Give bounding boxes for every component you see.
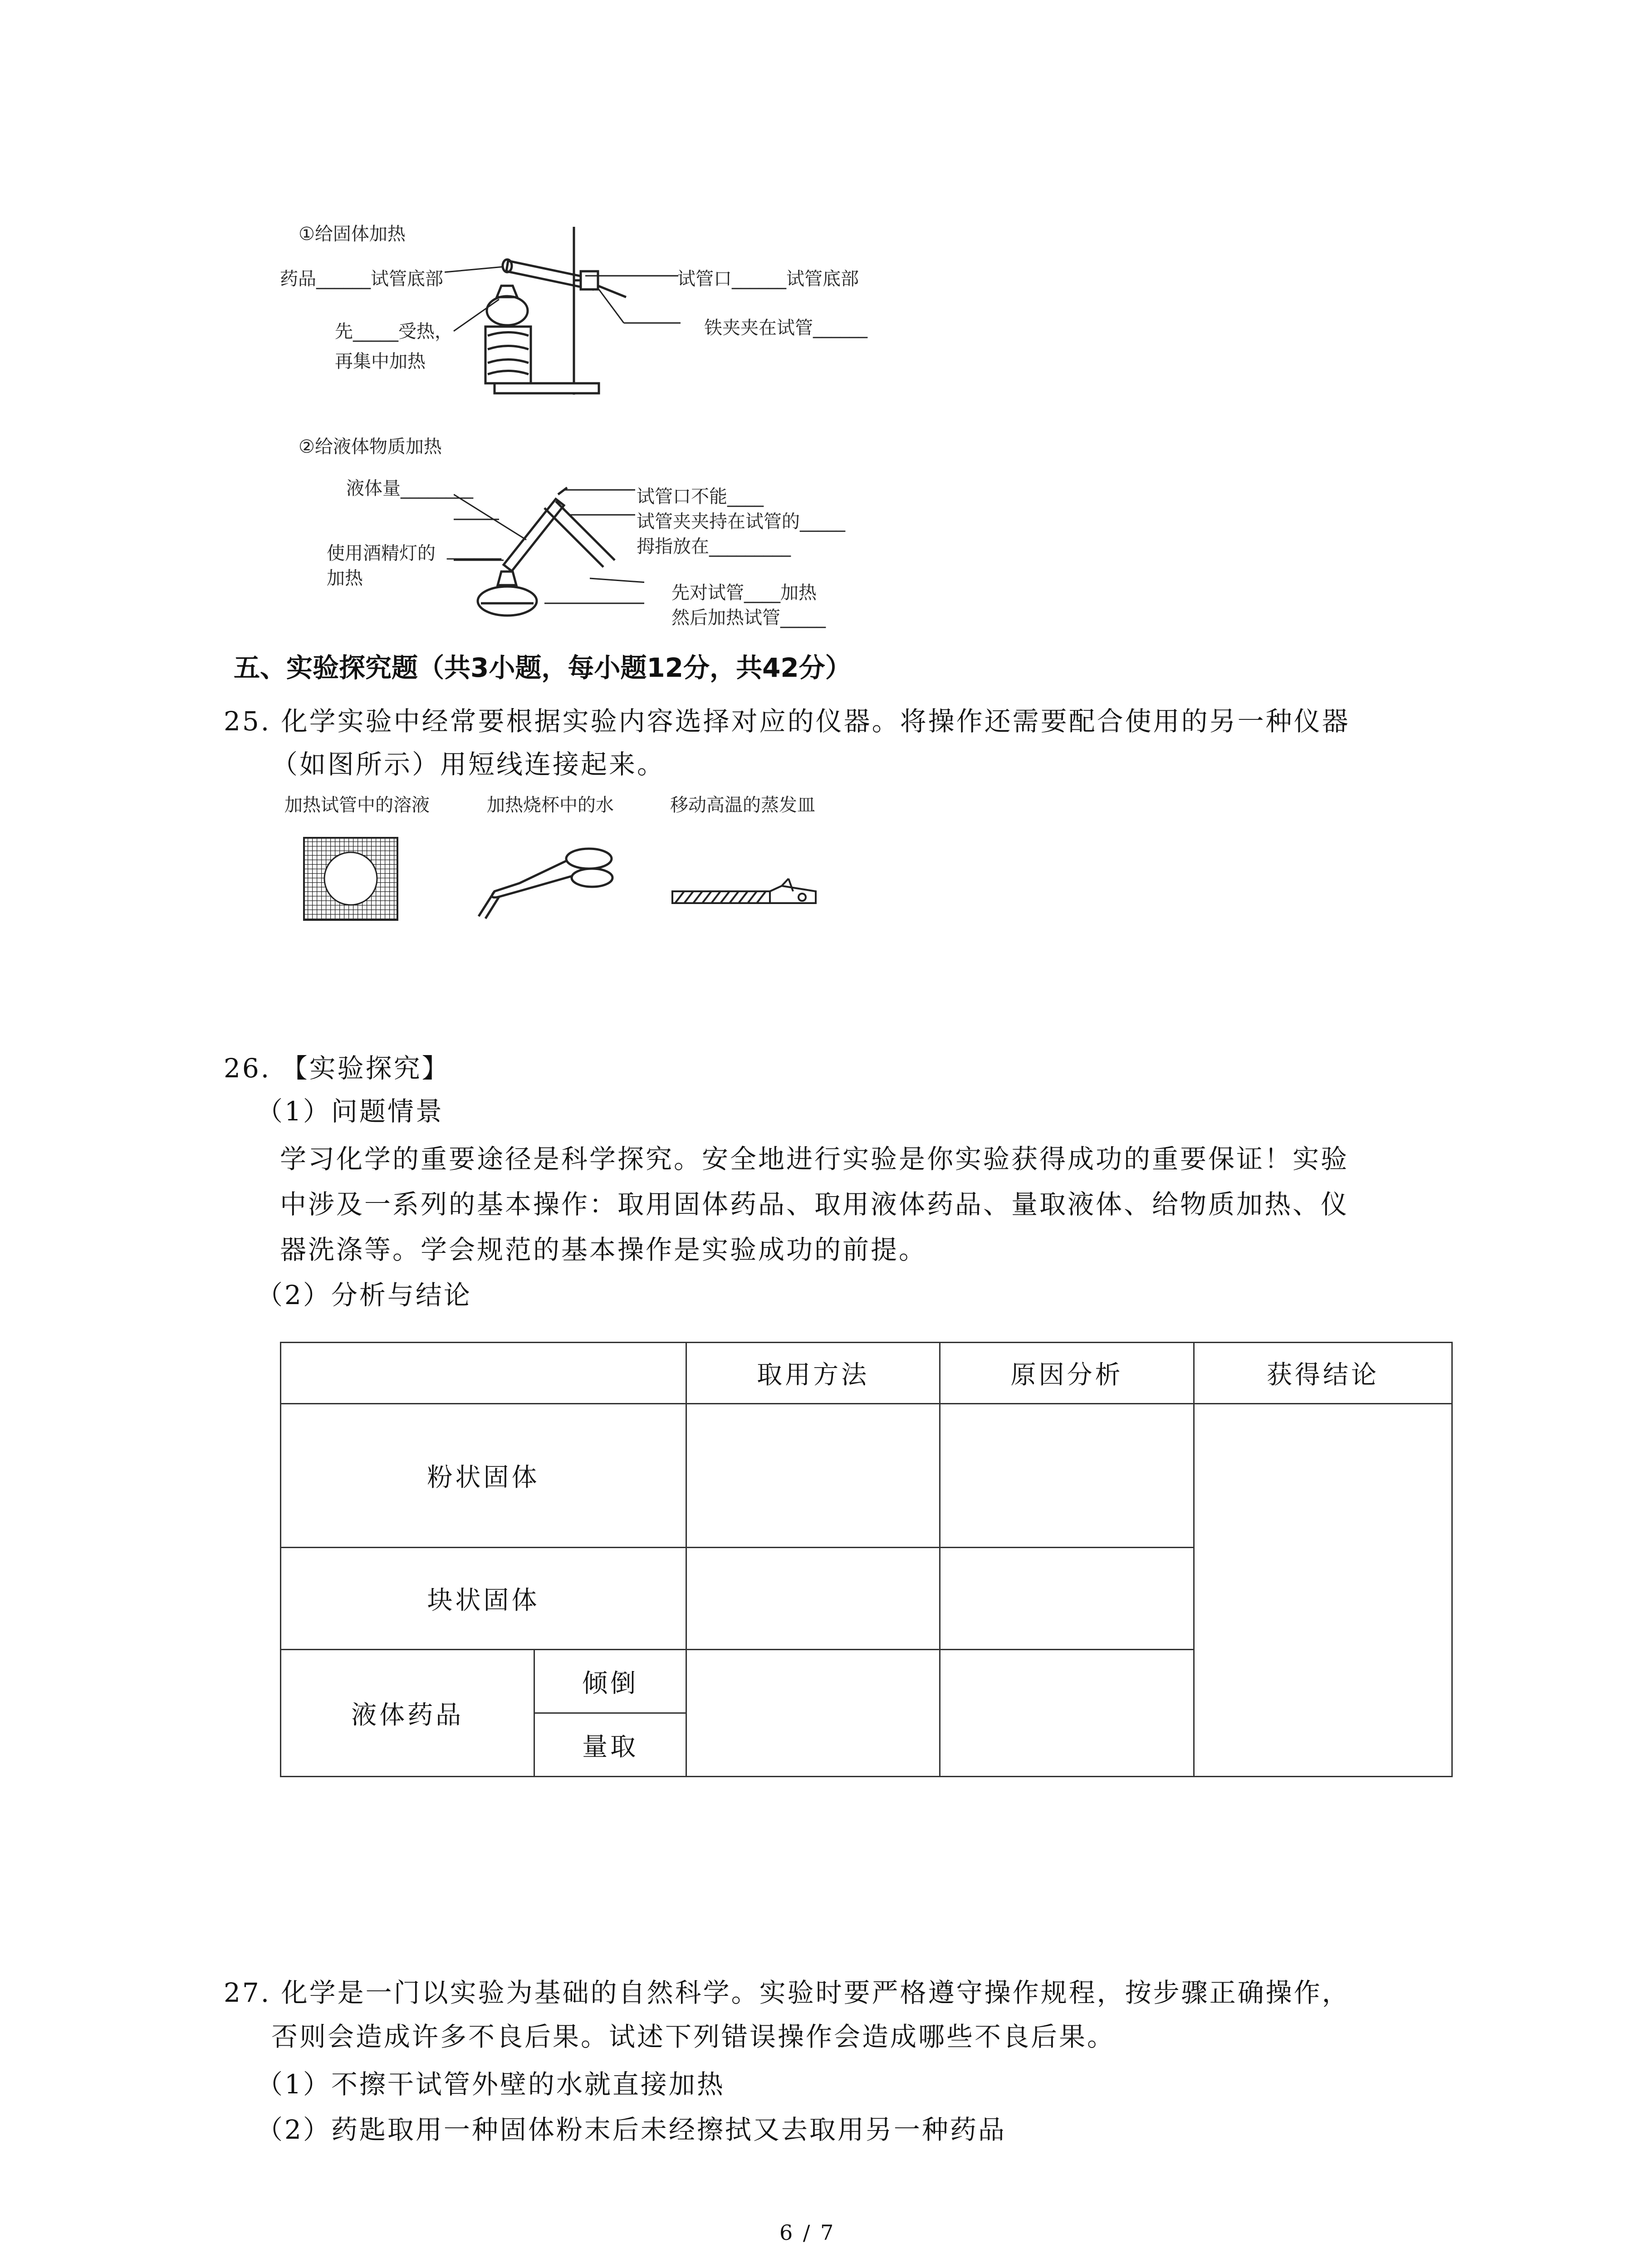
- q25-line2: （如图所示）用短线连接起来。: [271, 749, 666, 780]
- figure2-label-left-mid2: 加热: [327, 568, 363, 589]
- row-label-liquid: 液体药品: [281, 1650, 534, 1777]
- q26-sub1: （1）问题情景: [256, 1096, 444, 1127]
- figure2-label-right-5: 然后加热试管_____: [671, 607, 826, 628]
- cell-powder-method[interactable]: [686, 1404, 940, 1548]
- q26-title: 26. 【实验探究】: [224, 1053, 450, 1084]
- table-header-blank: [281, 1343, 686, 1404]
- cell-liquid-reason[interactable]: [940, 1650, 1194, 1777]
- heating-liquid-apparatus: [454, 481, 644, 617]
- q26-para1: 学习化学的重要途径是科学探究。安全地进行实验是你实验获得成功的重要保证！实验: [280, 1144, 1349, 1174]
- figure2-label-left-mid1b: ______: [447, 539, 501, 560]
- table-header-method: 取用方法: [686, 1343, 940, 1404]
- row-label-block: 块状固体: [281, 1548, 686, 1650]
- figure2-label-right-2: 试管夹夹持在试管的_____: [637, 511, 845, 532]
- cell-liquid-method[interactable]: [686, 1650, 940, 1777]
- section-title: 五、实验探究题（共3小题，每小题12分，共42分）: [234, 652, 852, 683]
- figure1-label-left-mid2: 再集中加热: [335, 351, 426, 372]
- q25-line1: 25. 化学实验中经常要根据实验内容选择对应的仪器。将操作还需要配合使用的另一种仪器: [224, 706, 1350, 737]
- table-header-conclusion: 获得结论: [1194, 1343, 1452, 1404]
- q25-label-3: 移动高温的蒸发皿: [670, 795, 815, 816]
- figure1-label-right-top: 试管口______试管底部: [677, 269, 859, 289]
- figure2-label-right-4: 先对试管____加热: [671, 582, 817, 603]
- analysis-table: [280, 1342, 1453, 1777]
- figure2-label-left-mid1: 使用酒精灯的: [327, 543, 436, 564]
- row-label-measure: 量取: [534, 1713, 686, 1777]
- row-label-pour: 倾倒: [534, 1650, 686, 1713]
- figure2-title: ②给液体物质加热: [299, 436, 442, 457]
- page-number: 6 / 7: [779, 2220, 836, 2245]
- q27-line1: 27. 化学是一门以实验为基础的自然科学。实验时要严格遵守操作规程，按步骤正确操作，: [224, 1977, 1350, 2008]
- test-tube-holder-icon: [671, 878, 825, 912]
- heating-solid-apparatus: [445, 218, 681, 399]
- figure1-label-right-mid: 铁夹夹在试管______: [704, 318, 867, 338]
- q26-para2: 中涉及一系列的基本操作：取用固体药品、取用液体药品、量取液体、给物质加热、仪: [280, 1189, 1349, 1220]
- q25-label-1: 加热试管中的溶液: [284, 795, 430, 816]
- crucible-tongs-icon: [467, 841, 622, 921]
- figure2-label-right-3: 拇指放在_________: [637, 536, 791, 557]
- cell-powder-reason[interactable]: [940, 1404, 1194, 1548]
- table-row: [281, 1404, 1452, 1548]
- cell-conclusion[interactable]: [1194, 1404, 1452, 1777]
- figure2-label-right-1: 试管口不能____: [637, 486, 764, 507]
- figure1-label-left-top: 药品______试管底部: [280, 269, 443, 289]
- q27-line2: 否则会造成许多不良后果。试述下列错误操作会造成哪些不良后果。: [271, 2021, 1116, 2052]
- q25-label-2: 加热烧杯中的水: [487, 795, 614, 816]
- wire-gauze-icon: [303, 837, 398, 921]
- figure1-title: ①给固体加热: [299, 224, 406, 244]
- figure2-label-left-top: 液体量________: [346, 478, 473, 499]
- table-header-reason: 原因分析: [940, 1343, 1194, 1404]
- q26-sub2: （2）分析与结论: [256, 1280, 472, 1310]
- cell-block-method[interactable]: [686, 1548, 940, 1650]
- row-label-powder: 粉状固体: [281, 1404, 686, 1548]
- figure1-label-left-mid1: 先_____受热，: [335, 321, 453, 342]
- q27-item1: （1）不擦干试管外壁的水就直接加热: [256, 2069, 725, 2100]
- cell-block-reason[interactable]: [940, 1548, 1194, 1650]
- q27-item2: （2）药匙取用一种固体粉末后未经擦拭又去取用另一种药品: [256, 2114, 1006, 2145]
- table-header-row: [281, 1343, 1452, 1404]
- q26-para3: 器洗涤等。学会规范的基本操作是实验成功的前提。: [280, 1234, 927, 1265]
